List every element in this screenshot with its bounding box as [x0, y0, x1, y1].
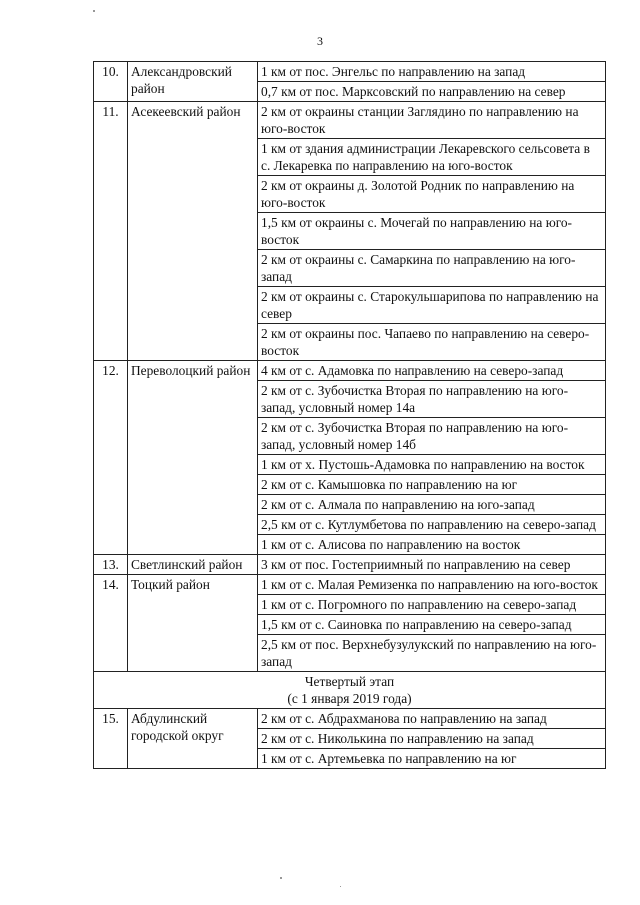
page-number: 3	[317, 34, 323, 48]
location-cell: 2 км от окраины с. Самаркина по направлению на юго-запад	[258, 250, 606, 287]
district-name: Переволоцкий район	[128, 361, 258, 555]
stage-cell	[94, 672, 606, 709]
table-row	[94, 709, 606, 729]
table-row	[94, 361, 606, 381]
location-cell: 2 км от с. Камышовка по направлению на юг	[258, 475, 606, 495]
location-cell: 3 км от пос. Гостеприимный по направлению на север	[258, 555, 606, 575]
location-cell: 1,5 км от с. Саиновка по направлению на северо-запад	[258, 615, 606, 635]
location-cell: 1 км от х. Пустошь-Адамовка по направлению на восток	[258, 455, 606, 475]
table-row	[94, 102, 606, 139]
location-cell: 1,5 км от окраины с. Мочегай по направлению на юго-восток	[258, 213, 606, 250]
stage-date: (с 1 января 2019 года)	[287, 691, 412, 706]
location-cell: 2 км от с. Абдрахманова по направлению на запад	[258, 709, 606, 729]
location-cell: 1 км от с. Алисова по направлению на восток	[258, 535, 606, 555]
table-row	[94, 62, 606, 82]
district-number: 13.	[94, 555, 128, 575]
location-cell: 2 км от окраины с. Старокульшарипова по направлению на север	[258, 287, 606, 324]
district-name: Абдулинский городской округ	[128, 709, 258, 769]
stage-row	[94, 672, 606, 709]
stage-title: Четвертый этап	[304, 674, 395, 689]
location-cell: 1 км от с. Погромного по направлению на северо-запад	[258, 595, 606, 615]
location-cell: 0,7 км от пос. Марксовский по направлению на север	[258, 82, 606, 102]
location-cell: 2,5 км от с. Кутлумбетова по направлению на северо-запад	[258, 515, 606, 535]
scan-speck	[340, 886, 341, 887]
location-cell: 2 км от окраины пос. Чапаево по направлению на северо-восток	[258, 324, 606, 361]
location-cell: 1 км от пос. Энгельс по направлению на запад	[258, 62, 606, 82]
district-name: Тоцкий район	[128, 575, 258, 672]
scan-speck	[280, 877, 282, 879]
district-number: 11.	[94, 102, 128, 361]
location-cell: 2,5 км от пос. Верхнебузулукский по направлению на юго-запад	[258, 635, 606, 672]
location-cell: 2 км от с. Зубочистка Вторая по направлению на юго-запад, условный номер 14б	[258, 418, 606, 455]
district-name: Светлинский район	[128, 555, 258, 575]
district-number: 12.	[94, 361, 128, 555]
location-cell: 2 км от с. Зубочистка Вторая по направлению на юго-запад, условный номер 14а	[258, 381, 606, 418]
scan-speck	[93, 10, 95, 12]
district-name: Александровский район	[128, 62, 258, 102]
table-row	[94, 555, 606, 575]
location-cell: 2 км от с. Николькина по направлению на запад	[258, 729, 606, 749]
district-number: 10.	[94, 62, 128, 102]
locations-table-body	[94, 62, 606, 769]
district-number: 15.	[94, 709, 128, 769]
location-cell: 2 км от окраины д. Золотой Родник по направлению на юго-восток	[258, 176, 606, 213]
location-cell: 1 км от здания администрации Лекаревского сельсовета в с. Лекаревка по направлению на юго-восток	[258, 139, 606, 176]
table-row	[94, 575, 606, 595]
district-number: 14.	[94, 575, 128, 672]
location-cell: 1 км от с. Артемьевка по направлению на юг	[258, 749, 606, 769]
locations-table	[93, 61, 606, 769]
location-cell: 2 км от окраины станции Заглядино по направлению на юго-восток	[258, 102, 606, 139]
location-cell: 4 км от с. Адамовка по направлению на северо-запад	[258, 361, 606, 381]
location-cell: 1 км от с. Малая Ремизенка по направлению на юго-восток	[258, 575, 606, 595]
district-name: Асекеевский район	[128, 102, 258, 361]
location-cell: 2 км от с. Алмала по направлению на юго-запад	[258, 495, 606, 515]
